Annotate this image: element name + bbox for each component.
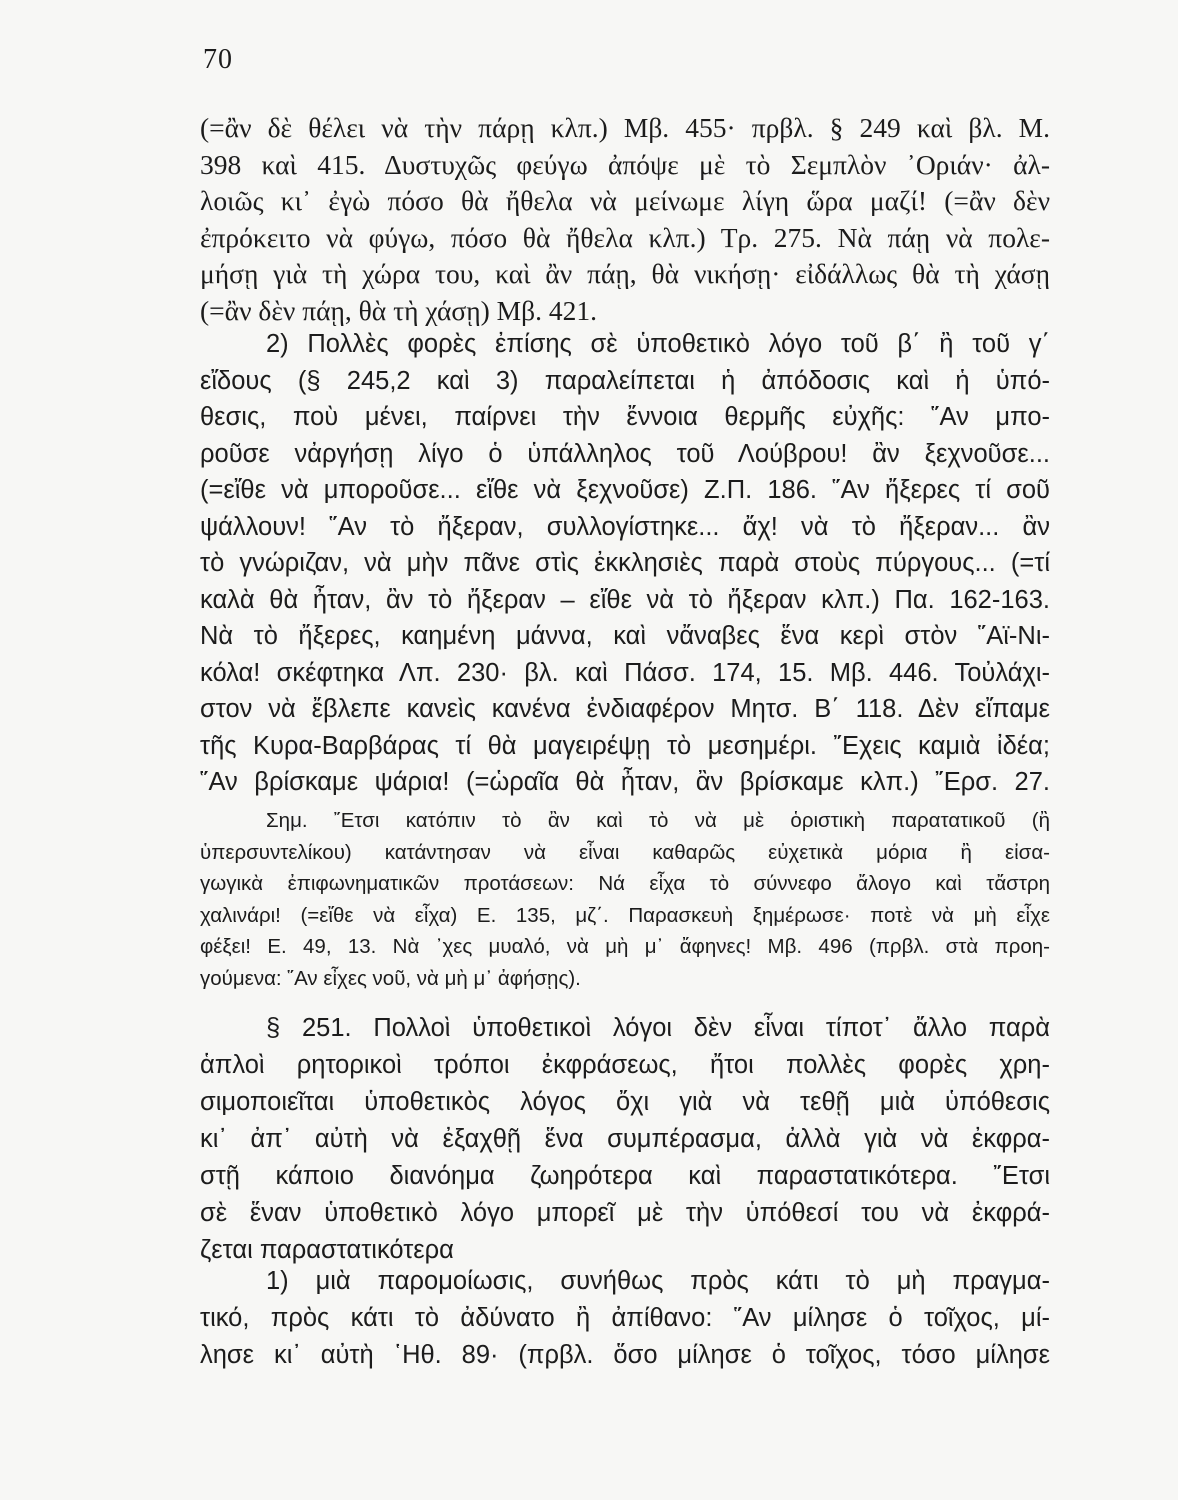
text-line: λησε κι᾿ αὐτὴ ῾Ηθ. 89· (πρβλ. ὅσο μίλησε ὁ τοῖχος, τόσο μίλησε	[200, 1341, 1050, 1369]
text-line: εἴδους (§ 245,2 καὶ 3) παραλείπεται ἡ ἀπόδοσις καὶ ἡ ὑπό-	[200, 366, 1050, 395]
note-block	[200, 805, 1050, 994]
paragraph-apodosis-omission	[200, 326, 1050, 801]
text-line: τὸ γνώριζαν, νὰ μὴν πᾶνε στὶς ἐκκλησιὲς παρὰ στοὺς πύργους... (=τί	[200, 549, 1050, 577]
section-251	[200, 1010, 1050, 1269]
text-line: σὲ ἕναν ὑποθετικὸ λόγο μπορεῖ μὲ τὴν ὑπόθεσί του νὰ ἐκφρά-	[200, 1199, 1050, 1227]
text-line: καλὰ θὰ ἦταν, ἂν τὸ ἤξεραν – εἴθε νὰ τὸ ἤξεραν κλπ.) Πα. 162-163.	[200, 585, 1050, 614]
text-line: § 251. Πολλοὶ ὑποθετικοὶ λόγοι δὲν εἶναι τίποτ᾿ ἄλλο παρὰ	[266, 1014, 1050, 1042]
text-line: λοιῶς κι᾿ ἐγὼ πόσο θὰ ἤθελα νὰ μείνωμε λίγη ὥρα μαζί! (=ἂν δὲν	[200, 185, 1050, 216]
text-line: κόλα! σκέφτηκα Λπ. 230· βλ. καὶ Πάσσ. 174, 15. Μβ. 446. Τοὐλάχι-	[200, 658, 1050, 687]
text-line: 2) Πολλὲς φορὲς ἐπίσης σὲ ὑποθετικὸ λόγο τοῦ β΄ ἢ τοῦ γ΄	[266, 330, 1050, 358]
text-line: ψάλλουν! ῞Αν τὸ ἤξεραν, συλλογίστηκε... ἄχ! νὰ τὸ ἤξεραν... ἂν	[200, 512, 1050, 541]
text-line: ἁπλοὶ ρητορικοὶ τρόποι ἐκφράσεως, ἤτοι πολλὲς φορὲς χρη-	[200, 1051, 1050, 1079]
text-line: τῆς Κυρα-Βαρβάρας τί θὰ μαγειρέψῃ τὸ μεσημέρι. ῎Εχεις καμιὰ ἰδέα;	[200, 731, 1050, 760]
text-line: ῞Αν βρίσκαμε ψάρια! (=ὡραῖα θὰ ἦταν, ἂν βρίσκαμε κλπ.) ῎Ερσ. 27.	[200, 768, 1050, 796]
text-line: (=ἂν δὲν πάῃ, θὰ τὴ χάσῃ) Μβ. 421.	[200, 294, 597, 326]
text-line: σιμοποιεῖται ὑποθετικὸς λόγος ὄχι γιὰ νὰ τεθῇ μιὰ ὑπόθεσις	[200, 1088, 1050, 1116]
text-line: ροῦσε νἀργήσῃ λίγο ὁ ὑπάλληλος τοῦ Λούβρου! ἂν ξεχνοῦσε...	[200, 439, 1050, 468]
text-line: 398 καὶ 415. Δυστυχῶς φεύγω ἀπόψε μὲ τὸ Σεμπλὸν ᾿Οριάν· ἀλ-	[200, 148, 1050, 180]
paragraph-examples-continued	[200, 110, 1050, 329]
text-line: χαλινάρι! (=εἴθε νὰ εἶχα) Ε. 135, μζ΄. Παρασκευὴ ξημέρωσε· ποτὲ νὰ μὴ εἶχε	[200, 903, 1050, 927]
text-line: γούμενα: ῞Αν εἶχες νοῦ, νὰ μὴ μ᾿ ἀφήσῃς).	[200, 966, 581, 990]
text-line: Σημ. ῎Ετσι κατόπιν τὸ ἂν καὶ τὸ νὰ μὲ ὁριστικὴ παρατατικοῦ (ἢ	[266, 809, 1050, 832]
text-line: φέξει! Ε. 49, 13. Νὰ ᾿χες μυαλό, νὰ μὴ μ᾿ ἄφηνες! Μβ. 496 (πρβλ. στὰ προη-	[200, 935, 1050, 958]
text-line: (=ἂν δὲ θέλει νὰ τὴν πάρῃ κλπ.) Μβ. 455· πρβλ. § 249 καὶ βλ. Μ.	[200, 112, 1050, 143]
text-line: στον νὰ ἔβλεπε κανεὶς κανένα ἐνδιαφέρον Μητσ. Β΄ 118. Δὲν εἴπαμε	[200, 695, 1050, 723]
text-line: μήσῃ γιὰ τὴ χώρα του, καὶ ἂν πάῃ, θὰ νικήσῃ· εἰδάλλως θὰ τὴ χάσῃ	[200, 258, 1050, 289]
text-line: κι᾿ ἀπ᾿ αὐτὴ νὰ ἐξαχθῇ ἕνα συμπέρασμα, ἀλλὰ γιὰ νὰ ἐκφρα-	[200, 1125, 1050, 1153]
text-line: 1) μιὰ παρομοίωσις, συνήθως πρὸς κάτι τὸ μὴ πραγμα-	[266, 1267, 1050, 1295]
page-number: 70	[203, 44, 233, 75]
text-line: (=εἴθε νὰ μποροῦσε... εἴθε νὰ ξεχνοῦσε) Ζ.Π. 186. ῞Αν ἤξερες τί σοῦ	[200, 476, 1050, 504]
text-line: γωγικὰ ἐπιφωνηματικῶν προτάσεων: Νά εἶχα τὸ σύννεφο ἄλογο καὶ τἄστρη	[200, 872, 1050, 895]
item-1-comparison	[200, 1263, 1050, 1374]
text-line: Νὰ τὸ ἤξερες, καημένη μάννα, καὶ νἄναβες ἕνα κερὶ στὸν ῞Αϊ-Νι-	[200, 622, 1050, 650]
text-line: ὑπερσυντελίκου) κατάντησαν νὰ εἶναι καθαρῶς εὐχετικὰ μόρια ἢ εἰσα-	[200, 840, 1050, 864]
text-line: ἐπρόκειτο νὰ φύγω, πόσο θὰ ἤθελα κλπ.) Τρ. 275. Νὰ πάῃ νὰ πολε-	[200, 221, 1050, 253]
text-line: τικό, πρὸς κάτι τὸ ἀδύνατο ἢ ἀπίθανο: ῞Αν μίλησε ὁ τοῖχος, μί-	[200, 1304, 1050, 1332]
text-line: θεσις, ποὺ μένει, παίρνει τὴν ἔννοια θερμῆς εὐχῆς: ῞Αν μπο-	[200, 403, 1050, 431]
text-line: στῇ κάποιο διανόημα ζωηρότερα καὶ παραστατικότερα. ῎Ετσι	[200, 1162, 1050, 1190]
text-line: ζεται παραστατικότερα	[200, 1236, 454, 1264]
